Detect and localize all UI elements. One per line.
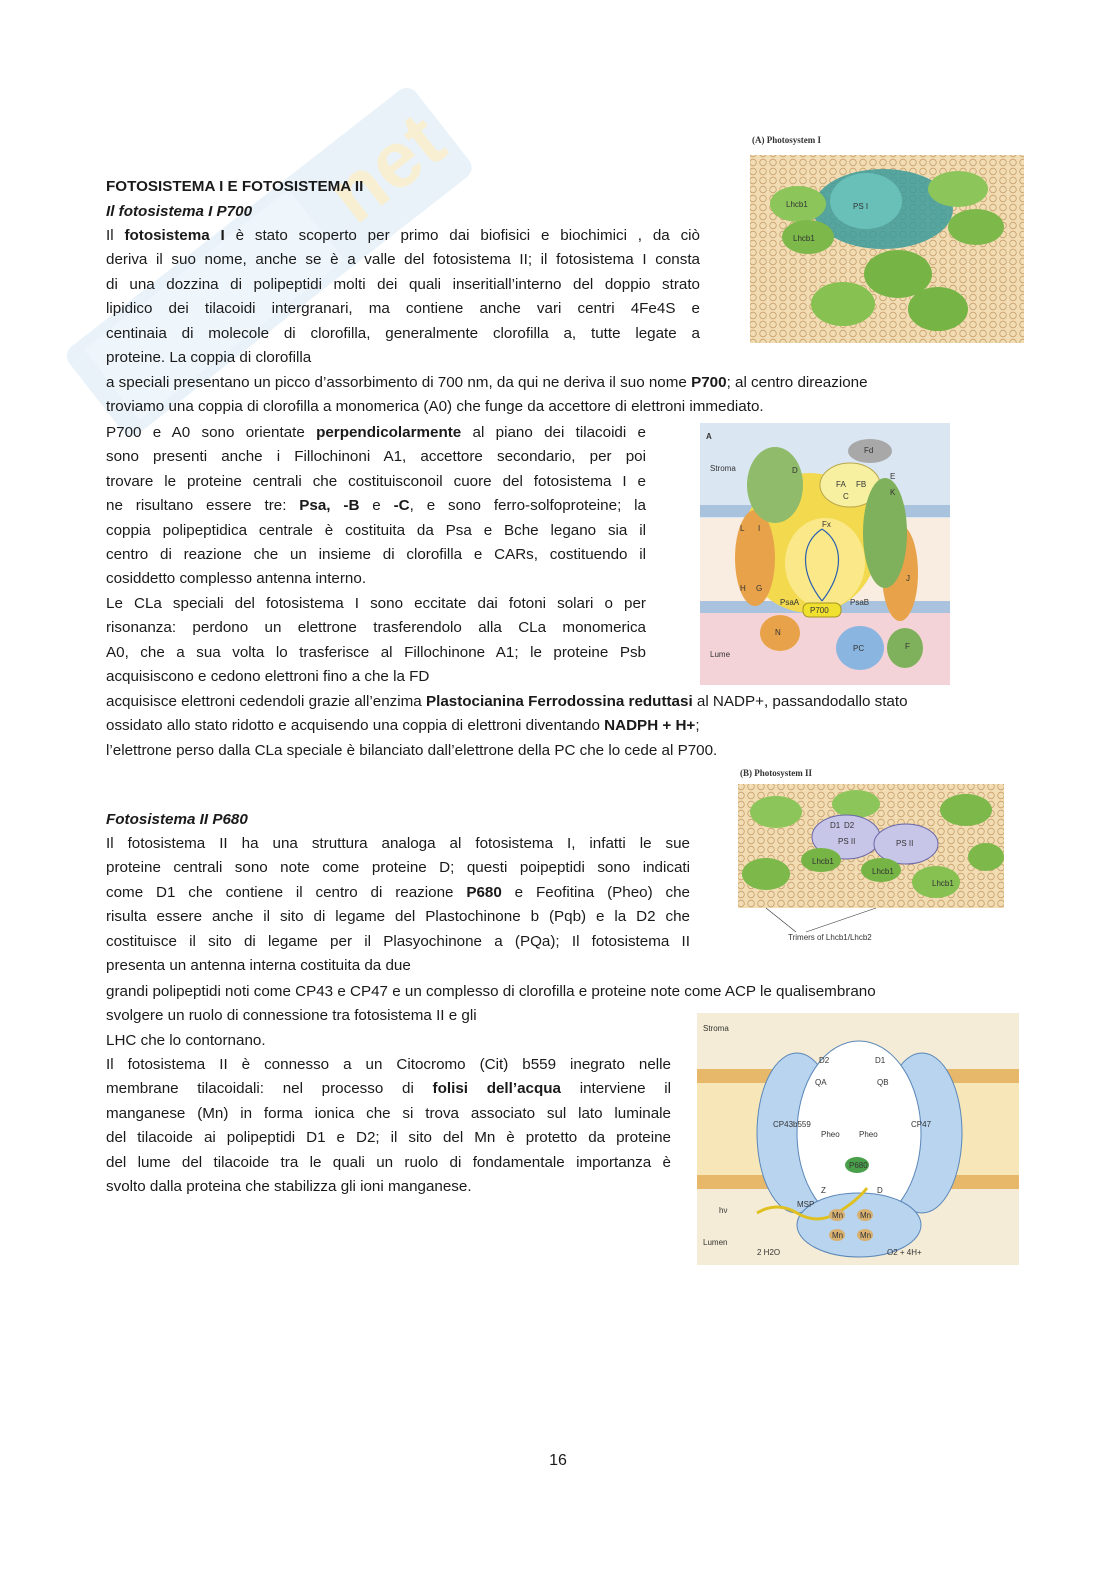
ps1-line-3: di una dozzina di polipeptidi molti dei quali inseritiall’interno del doppio strato bbox=[106, 275, 700, 293]
text-run: ne risultano essere tre: bbox=[106, 497, 300, 515]
fig4-label-d2: D2 bbox=[819, 1056, 830, 1065]
fig4-label-d: D bbox=[877, 1186, 883, 1195]
ps2-line-6: presenta un antenna interna costituita da due bbox=[106, 957, 411, 975]
ps2-line-2: proteine centrali sono note come proteine D; questi poipeptidi sono indicati bbox=[106, 859, 690, 877]
ps1-mid-8: Le CLa speciali del fotosistema I sono eccitate dai fotoni solari o per bbox=[106, 594, 646, 612]
fig3-label-psii-b: PS II bbox=[896, 839, 914, 848]
ps1-mid-6: centro di reazione che un insieme di clorofilla e CARs, costituendo il bbox=[106, 546, 646, 564]
watermark-text: net bbox=[311, 95, 461, 240]
text-run: e bbox=[359, 497, 394, 515]
fig4-label-pheo-a: Pheo bbox=[821, 1130, 840, 1139]
text-run: al piano dei tilacoidi e bbox=[461, 424, 646, 441]
ps1-paragraph-mid bbox=[106, 421, 646, 689]
text-run: Plastocianina Ferrodossina reduttasi bbox=[425, 693, 693, 710]
fig4-label-b559: b559 bbox=[793, 1120, 811, 1129]
fig3-label-lhcb-b: Lhcb1 bbox=[872, 867, 894, 876]
ps1-end-1 bbox=[106, 690, 1006, 714]
fig2-label-l: L bbox=[740, 524, 745, 533]
ps1-mid-10: A0, che a sua volta lo trasferisce al Fillochinone A1; le proteine Psb bbox=[106, 643, 646, 661]
fig2-label-n: N bbox=[775, 628, 781, 637]
ps1-line-8: troviamo una coppia di clorofilla a monomerica (A0) che funge da accettore di elettroni immediato. bbox=[106, 398, 764, 416]
fig4-label-lumen: Lumen bbox=[703, 1238, 728, 1247]
fig4-label-z: Z bbox=[821, 1186, 826, 1195]
text-run: Psa, -B bbox=[299, 497, 360, 515]
ps1-mid-5: coppia polipeptidica centrale è costituita da Psa e Bche legano sia il bbox=[106, 521, 646, 539]
ps1-mid-7: cosiddetto complesso antenna interno. bbox=[106, 570, 367, 588]
fig2-label-i: I bbox=[758, 524, 761, 533]
fig2-label-stroma: Stroma bbox=[710, 464, 736, 473]
ps2-line-9: LHC che lo contornano. bbox=[106, 1031, 266, 1049]
fig4-label-msp: MSP bbox=[797, 1200, 815, 1209]
section-title: FOTOSISTEMA I E FOTOSISTEMA II bbox=[106, 178, 364, 195]
fig2-label-f: F bbox=[905, 642, 910, 651]
ps2-mid-6: svolto dalla proteina che stabilizza gli ioni manganese. bbox=[106, 1178, 472, 1196]
ps1-line-1 bbox=[106, 224, 700, 248]
ps2-mid-4: del tilacoide ai polipeptidi D1 e D2; il sito del Mn è protetto da proteine bbox=[106, 1129, 671, 1147]
page-number: 16 bbox=[549, 1452, 567, 1469]
ps1-paragraph-top bbox=[106, 224, 700, 370]
fig4-label-oxygen: O2 + 4H+ bbox=[887, 1248, 922, 1257]
ps1-line-4: lipidico dei tilacoidi intergranari, ma contiene anche vari centri 4Fe4S e bbox=[106, 300, 700, 318]
fig4-label-qa: QA bbox=[815, 1078, 827, 1087]
fig2-label-c: C bbox=[843, 492, 849, 501]
ps2-mid-5: del lume del tilacoide tra le quali un ruolo di fondamentale importanza è bbox=[106, 1153, 671, 1171]
ps1-mid-11: acquisiscono e cedono elettroni fino a che la FD bbox=[106, 668, 430, 686]
text-run: come D1 che contiene il centro di reazione bbox=[106, 883, 467, 901]
figure-1-caption: (A) Photosystem I bbox=[752, 135, 821, 145]
fig4-label-p680: P680 bbox=[849, 1161, 868, 1170]
ps1-line-5: centinaia di molecole di clorofilla, generalmente clorofilla a, tutte legate a bbox=[106, 324, 700, 342]
text-run: membrane tilacoidali: nel processo di bbox=[106, 1080, 433, 1098]
text-run: acquisisce elettroni cedendoli grazie all’enzima bbox=[106, 693, 426, 710]
ps2-paragraph-top bbox=[106, 832, 690, 978]
ps1-mid-1 bbox=[106, 421, 646, 445]
fig4-label-mn-b: Mn bbox=[860, 1211, 872, 1220]
fig2-label-psaa: PsaA bbox=[780, 598, 800, 607]
fig2-label-d: D bbox=[792, 466, 798, 475]
fig2-label-lume: Lume bbox=[710, 650, 731, 659]
fig2-label-p700: P700 bbox=[810, 606, 829, 615]
fig4-label-mn-c: Mn bbox=[832, 1231, 844, 1240]
text-run: folisi dell’acqua bbox=[432, 1080, 561, 1098]
fig3-label-lhcb-c: Lhcb1 bbox=[932, 879, 954, 888]
fig3-note: Trimers of Lhcb1/Lhcb2 bbox=[788, 933, 872, 942]
fig3-label-d1: D1 bbox=[830, 821, 841, 830]
fig3-label-d2: D2 bbox=[844, 821, 855, 830]
text-run: ossidato allo stato ridotto e acquisendo una coppia di elettroni diventando bbox=[106, 717, 605, 735]
ps1-line-7 bbox=[106, 371, 1006, 395]
ps1-paragraph-end bbox=[106, 690, 1006, 763]
ps2-mid-2 bbox=[106, 1077, 671, 1101]
ps1-end-2 bbox=[106, 714, 1006, 738]
text-run: Il bbox=[106, 227, 125, 244]
fig2-label-fd: Fd bbox=[864, 446, 874, 455]
text-run: al NADP+, passandodallo stato bbox=[692, 693, 908, 710]
fig3-label-lhcb-a: Lhcb1 bbox=[812, 857, 834, 866]
fig1-label-lhcb-b: Lhcb1 bbox=[793, 234, 815, 243]
fig4-label-mn-d: Mn bbox=[860, 1231, 872, 1240]
text-run: P680 bbox=[466, 883, 502, 901]
figure-photosystem-1-membrane bbox=[748, 135, 1026, 345]
ps2-line-3 bbox=[106, 881, 690, 905]
fig2-label-k: K bbox=[890, 488, 896, 497]
ps2-line-8: svolgere un ruolo di connessione tra fotosistema II e gli bbox=[106, 1007, 477, 1025]
section-subtitle-ps1: Il fotosistema I P700 bbox=[106, 203, 253, 220]
text-run: fotosistema I bbox=[124, 227, 225, 244]
fig4-label-d1: D1 bbox=[875, 1056, 886, 1065]
fig4-label-cp43: CP43 bbox=[773, 1120, 794, 1129]
text-run: ; al centro direazione bbox=[726, 374, 868, 391]
figure-photosystem-2-membrane bbox=[736, 768, 1006, 946]
fig4-label-mn-a: Mn bbox=[832, 1211, 844, 1220]
fig2-label-psab: PsaB bbox=[850, 598, 870, 607]
fig2-label-fx: Fx bbox=[822, 520, 831, 529]
ps2-line-1: Il fotosistema II ha una struttura analoga al fotosistema I, infatti le sue bbox=[106, 835, 690, 852]
ps2-line-4: risulta essere anche il sito di legame del Plastochinone b (Pqb) e la D2 che bbox=[106, 908, 690, 926]
fig4-label-hv: hν bbox=[719, 1206, 728, 1215]
ps1-mid-9: risonanza: perdono un elettrone trasferendolo alla CLa monomerica bbox=[106, 619, 646, 637]
ps1-mid-2: sono presenti anche i Fillochinoni A1, accettore secondario, per poi bbox=[106, 448, 646, 466]
ps2-paragraph-mid bbox=[106, 1053, 671, 1199]
fig2-label-g: G bbox=[756, 584, 763, 593]
text-run: P700 bbox=[691, 374, 727, 391]
fig2-label-fa: FA bbox=[836, 480, 846, 489]
fig4-label-stroma: Stroma bbox=[703, 1024, 729, 1033]
text-run: -C bbox=[393, 497, 410, 515]
text-run: è stato scoperto per primo dai biofisici e biochimici , da ciò bbox=[224, 227, 700, 244]
text-run: interviene il bbox=[560, 1080, 672, 1098]
ps2-line-7: grandi polipeptidi noti come CP43 e CP47 e un complesso di clorofilla e proteine note come ACP le qualisembrano bbox=[106, 983, 876, 1000]
text-run: P700 e A0 sono orientate bbox=[106, 424, 317, 441]
fig1-label-psi: PS I bbox=[853, 202, 869, 211]
ps1-line-6: proteine. La coppia di clorofilla bbox=[106, 349, 312, 367]
ps2-mid-3: manganese (Mn) in forma ionica che si trova associato sul lato luminale bbox=[106, 1104, 671, 1122]
fig2-label-a: A bbox=[706, 432, 712, 441]
ps2-mid-1: Il fotosistema II è connesso a un Citocromo (Cit) b559 inegrato nelle bbox=[106, 1056, 671, 1073]
fig2-label-e: E bbox=[890, 472, 896, 481]
figure-3-caption: (B) Photosystem II bbox=[740, 768, 812, 778]
ps1-mid-4 bbox=[106, 494, 646, 518]
figure-photosystem-1-schematic bbox=[700, 423, 950, 685]
fig2-label-j: J bbox=[906, 574, 910, 583]
text-run: ; bbox=[695, 717, 700, 735]
text-run: , e sono ferro-solfoproteine; la bbox=[409, 497, 646, 515]
fig2-label-fb: FB bbox=[856, 480, 867, 489]
fig4-label-cp47: CP47 bbox=[911, 1120, 932, 1129]
text-run: NADPH + H+ bbox=[604, 717, 696, 735]
fig4-label-qb: QB bbox=[877, 1078, 889, 1087]
ps1-end-3: l’elettrone perso dalla CLa speciale è bilanciato dall’elettrone della PC che lo cede al P700. bbox=[106, 741, 718, 759]
fig4-label-water: 2 H2O bbox=[757, 1248, 781, 1257]
fig1-label-lhcb-a: Lhcb1 bbox=[786, 200, 808, 209]
ps1-line-2: deriva il suo nome, anche se è a valle del fotosistema II; il fotosistema I consta bbox=[106, 251, 700, 269]
section-subtitle-ps2: Fotosistema II P680 bbox=[106, 811, 248, 828]
ps1-mid-3: trovare le proteine centrali che costituisconoil cuore del fotosistema I e bbox=[106, 472, 646, 490]
text-run: perpendicolarmente bbox=[316, 424, 462, 441]
figure-photosystem-2-schematic bbox=[697, 1013, 1019, 1265]
ps1-paragraph-wide bbox=[106, 371, 1006, 420]
fig2-label-pc: PC bbox=[853, 644, 865, 653]
ps2-line-5: costituisce il sito di legame per il Plasyochinone a (PQa); Il fotosistema II bbox=[106, 932, 690, 950]
text-run: a speciali presentano un picco d’assorbimento di 700 nm, da qui ne deriva il suo nome bbox=[106, 374, 692, 391]
fig2-label-h: H bbox=[740, 584, 746, 593]
fig3-label-psii-a: PS II bbox=[838, 837, 856, 846]
text-run: e Feofitina (Pheo) che bbox=[501, 883, 690, 901]
fig4-label-pheo-b: Pheo bbox=[859, 1130, 878, 1139]
